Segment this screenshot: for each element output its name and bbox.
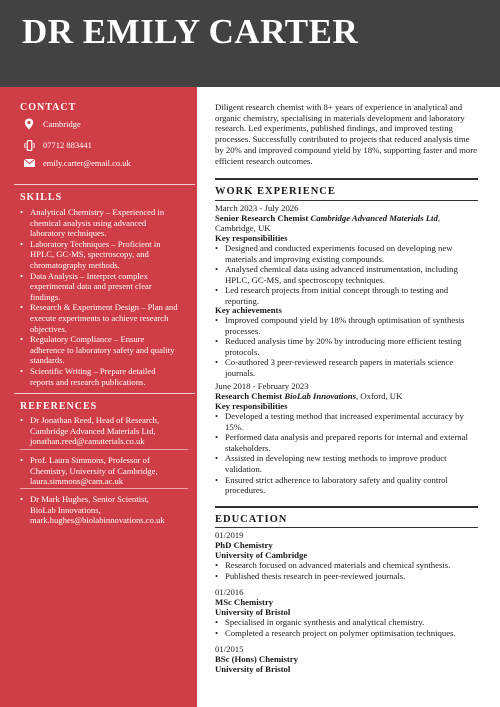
education-notes	[215, 617, 480, 638]
education-date: 01/2019	[215, 530, 244, 540]
job-title-line	[215, 213, 480, 224]
sidebar	[0, 87, 197, 707]
list-item: • Ensured strict adherence to laboratory safety and quality control procedures.	[215, 475, 480, 496]
section-divider	[215, 178, 478, 180]
list-item: • Assisted in developing new testing methods to improve product validation.	[215, 453, 480, 474]
list-item: • Led research projects from initial concept through to testing and reporting.	[215, 285, 480, 306]
references-title: REFERENCES	[20, 401, 98, 412]
resume-header	[0, 0, 500, 87]
profile-summary: Diligent research chemist with 8+ years of experience in analytical and organic chemistry, specialising in materials development and laboratory research. Led experiments, published findings, and improved testing processes. Successfully contributed to projects that reduced analysis time by 20% and improved compound yield by 18%, supporting faster and more efficient research outcomes.	[215, 102, 478, 166]
list-item: • Designed and conducted experiments focused on developing new materials and improving existing compounds.	[215, 243, 480, 264]
job-location-line: Cambridge, UK	[215, 223, 271, 233]
responsibilities-list	[215, 243, 480, 307]
education-date: 01/2015	[215, 644, 244, 654]
responsibilities-label: Key responsibilities	[215, 233, 288, 243]
job-role: Research Chemist	[215, 391, 283, 401]
job-role: Senior Research Chemist	[215, 213, 309, 223]
reference-item	[20, 415, 185, 447]
job-company: Cambridge Advanced Materials Ltd	[310, 213, 438, 223]
list-item: • Analysed chemical data using advanced instrumentation, including HPLC, GC-MS, and spectroscopy techniques.	[215, 264, 480, 285]
list-item: • Reduced analysis time by 20% by introducing more efficient testing protocols.	[215, 336, 480, 357]
skill-item: • Research & Experiment Design – Plan and execute experiments to achieve research objectives.	[20, 302, 180, 334]
skill-item: • Scientific Writing – Prepare detailed reports and research publications.	[20, 366, 180, 387]
job-location: ,	[437, 213, 440, 223]
skill-item: • Regulatory Compliance – Ensure adherence to laboratory safety and quality standards.	[20, 334, 180, 366]
reference-line: • Prof. Laura Simmons, Professor of	[30, 455, 150, 465]
job-title-line	[215, 391, 480, 402]
education-degree: MSc Chemistry	[215, 597, 274, 607]
job-dates: March 2023 - July 2026	[215, 203, 299, 213]
skill-item: • Data Analysis – Interpret complex experimental data and present clear findings.	[20, 271, 180, 303]
location-pin-icon	[22, 118, 36, 130]
education-date: 01/2016	[215, 587, 244, 597]
location-text: Cambridge	[43, 119, 81, 129]
education-school: University of Bristol	[215, 664, 291, 674]
achievements-label: Key achievements	[215, 305, 282, 315]
education-title: EDUCATION	[215, 514, 288, 525]
reference-divider	[20, 449, 188, 450]
list-item: • Completed a research project on polymer optimisation techniques.	[215, 628, 480, 639]
achievements-list	[215, 315, 480, 379]
job-company: BioLab Innovations	[284, 391, 357, 401]
list-item: • Co-authored 3 peer-reviewed research papers in materials science journals.	[215, 357, 480, 378]
section-underline	[215, 527, 478, 528]
education-degree: PhD Chemistry	[215, 540, 273, 550]
skill-item: • Analytical Chemistry – Experienced in chemical analysis using advanced laboratory techniques.	[20, 207, 180, 239]
education-notes	[215, 560, 480, 581]
skills-title: SKILLS	[20, 192, 63, 203]
reference-divider	[20, 488, 188, 489]
list-item: • Performed data analysis and prepared reports for internal and external stakeholders.	[215, 432, 480, 453]
list-item: • Improved compound yield by 18% through optimisation of synthesis processes.	[215, 315, 480, 336]
list-item: • Published thesis research in peer-reviewed journals.	[215, 571, 480, 582]
education-school: University of Cambridge	[215, 550, 308, 560]
contact-title: CONTACT	[20, 102, 77, 113]
phone-icon	[22, 139, 36, 151]
contact-location	[22, 118, 81, 130]
reference-item	[20, 494, 185, 526]
reference-email[interactable]: jonathan.reed@camaterials.co.uk	[30, 436, 145, 447]
reference-item	[20, 455, 185, 487]
reference-line: • Dr Mark Hughes, Senior Scientist,	[30, 494, 149, 504]
phone-text: 07712 883441	[43, 140, 92, 150]
candidate-name: DR EMILY CARTER	[22, 12, 359, 51]
list-item: • Specialised in organic synthesis and analytical chemistry.	[215, 617, 480, 628]
education-school: University of Bristol	[215, 607, 291, 617]
reference-line: Chemistry, University of Cambridge,	[30, 465, 158, 476]
reference-email[interactable]: mark.hughes@biolabinnovations.co.uk	[30, 515, 165, 526]
email-text[interactable]: emily.carter@email.co.uk	[43, 158, 131, 168]
sidebar-divider	[14, 184, 195, 185]
section-underline	[215, 200, 478, 201]
responsibilities-list	[215, 411, 480, 496]
contact-phone	[22, 139, 92, 151]
list-item: • Developed a testing method that increased experimental accuracy by 15%.	[215, 411, 480, 432]
skill-item: • Laboratory Techniques – Proficient in HPLC, GC-MS, spectroscopy, and chromatography methods.	[20, 239, 180, 271]
job-location: , Oxford, UK	[356, 391, 403, 401]
reference-line: Cambridge Advanced Materials Ltd,	[30, 425, 156, 436]
sidebar-divider	[14, 393, 195, 394]
skills-list	[20, 207, 180, 387]
section-divider	[215, 506, 478, 508]
education-degree: BSc (Hons) Chemistry	[215, 654, 299, 664]
reference-line: • Dr Jonathan Reed, Head of Research,	[30, 415, 160, 425]
job-dates: June 2018 - February 2023	[215, 381, 309, 391]
email-icon	[22, 157, 36, 169]
responsibilities-label: Key responsibilities	[215, 401, 288, 411]
contact-email	[22, 157, 131, 169]
list-item: • Research focused on advanced materials and chemical synthesis.	[215, 560, 480, 571]
reference-line: BioLab Innovations,	[30, 504, 101, 515]
reference-email[interactable]: laura.simmons@cam.ac.uk	[30, 476, 124, 487]
work-experience-title: WORK EXPERIENCE	[215, 186, 336, 197]
